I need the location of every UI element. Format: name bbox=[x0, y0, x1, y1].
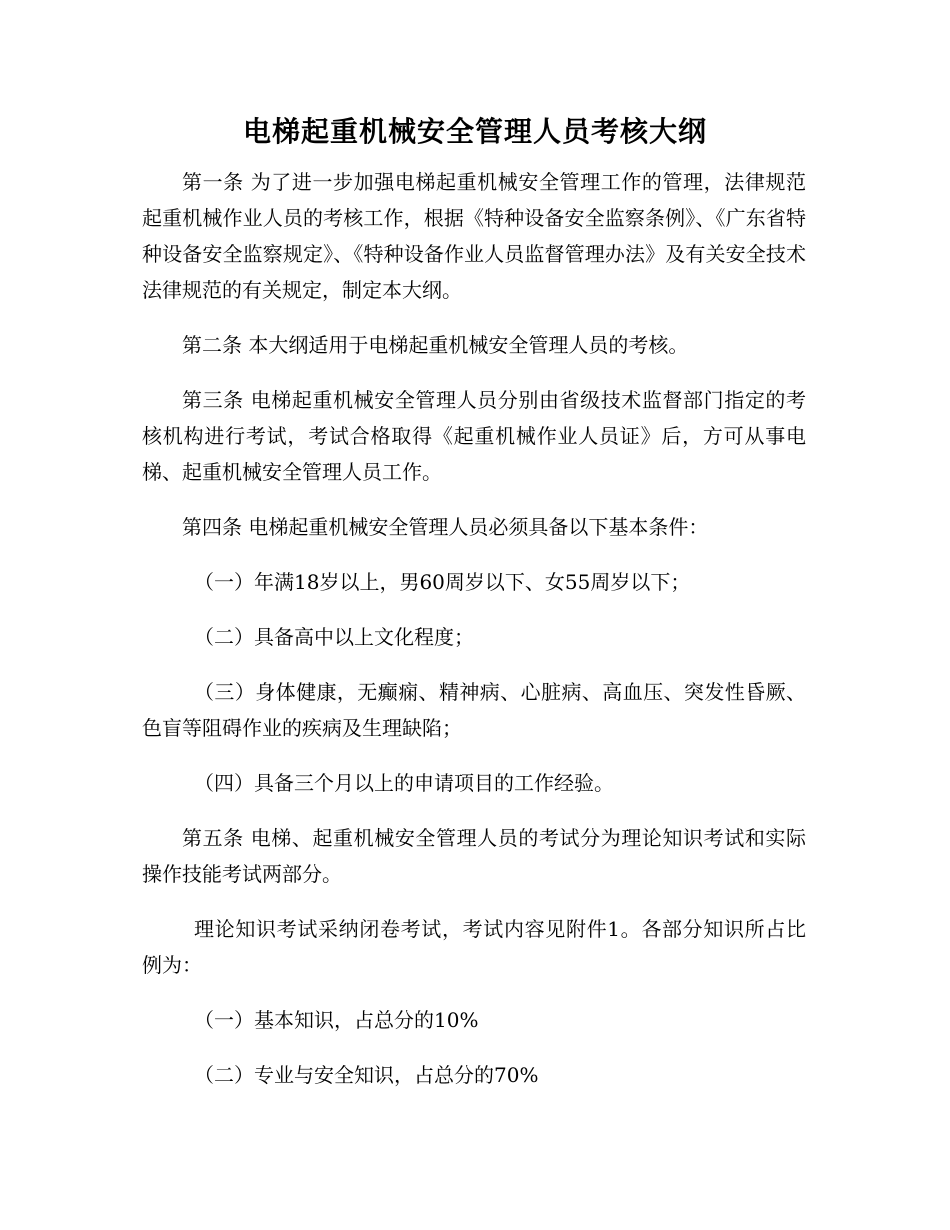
article-2: 第二条 本大纲适用于电梯起重机械安全管理人员的考核。 bbox=[182, 333, 689, 357]
ratio-item-1: （一）基本知识，占总分的10% bbox=[194, 1008, 479, 1032]
article-1: 第一条 为了进一步加强电梯起重机械安全管理工作的管理，法律规范起重机械作业人员的考核工作，根据《特种设备安全监察条例》、《广东省特种设备安全监察规定》、《特种设备作业人员监督管理办法》及有关安全技术法律规范的有关规定，制定本大纲。 bbox=[142, 170, 806, 302]
condition-item-3: （三）身体健康，无癫痫、精神病、心脏病、高血压、突发性昏厥、色盲等阻碍作业的疾病及生理缺陷； bbox=[142, 680, 806, 740]
ratio-item-2: （二）专业与安全知识，占总分的70% bbox=[194, 1063, 539, 1087]
document-title: 电梯起重机械安全管理人员考核大纲 bbox=[242, 115, 707, 148]
condition-item-4: （四）具备三个月以上的申请项目的工作经验。 bbox=[194, 771, 614, 795]
theory-exam-paragraph: 理论知识考试采纳闭卷考试，考试内容见附件1。各部分知识所占比例为： bbox=[142, 917, 806, 977]
article-4: 第四条 电梯起重机械安全管理人员必须具备以下基本条件： bbox=[182, 515, 709, 539]
article-5: 第五条 电梯、起重机械安全管理人员的考试分为理论知识考试和实际操作技能考试两部分。 bbox=[142, 826, 806, 886]
condition-item-1: （一）年满18岁以上，男60周岁以下、女55周岁以下； bbox=[194, 570, 691, 594]
document-body bbox=[142, 164, 806, 1112]
article-3: 第三条 电梯起重机械安全管理人员分别由省级技术监督部门指定的考核机构进行考试，考试合格取得《起重机械作业人员证》后，方可从事电梯、起重机械安全管理人员工作。 bbox=[142, 388, 806, 484]
condition-item-2: （二）具备高中以上文化程度； bbox=[194, 625, 474, 649]
